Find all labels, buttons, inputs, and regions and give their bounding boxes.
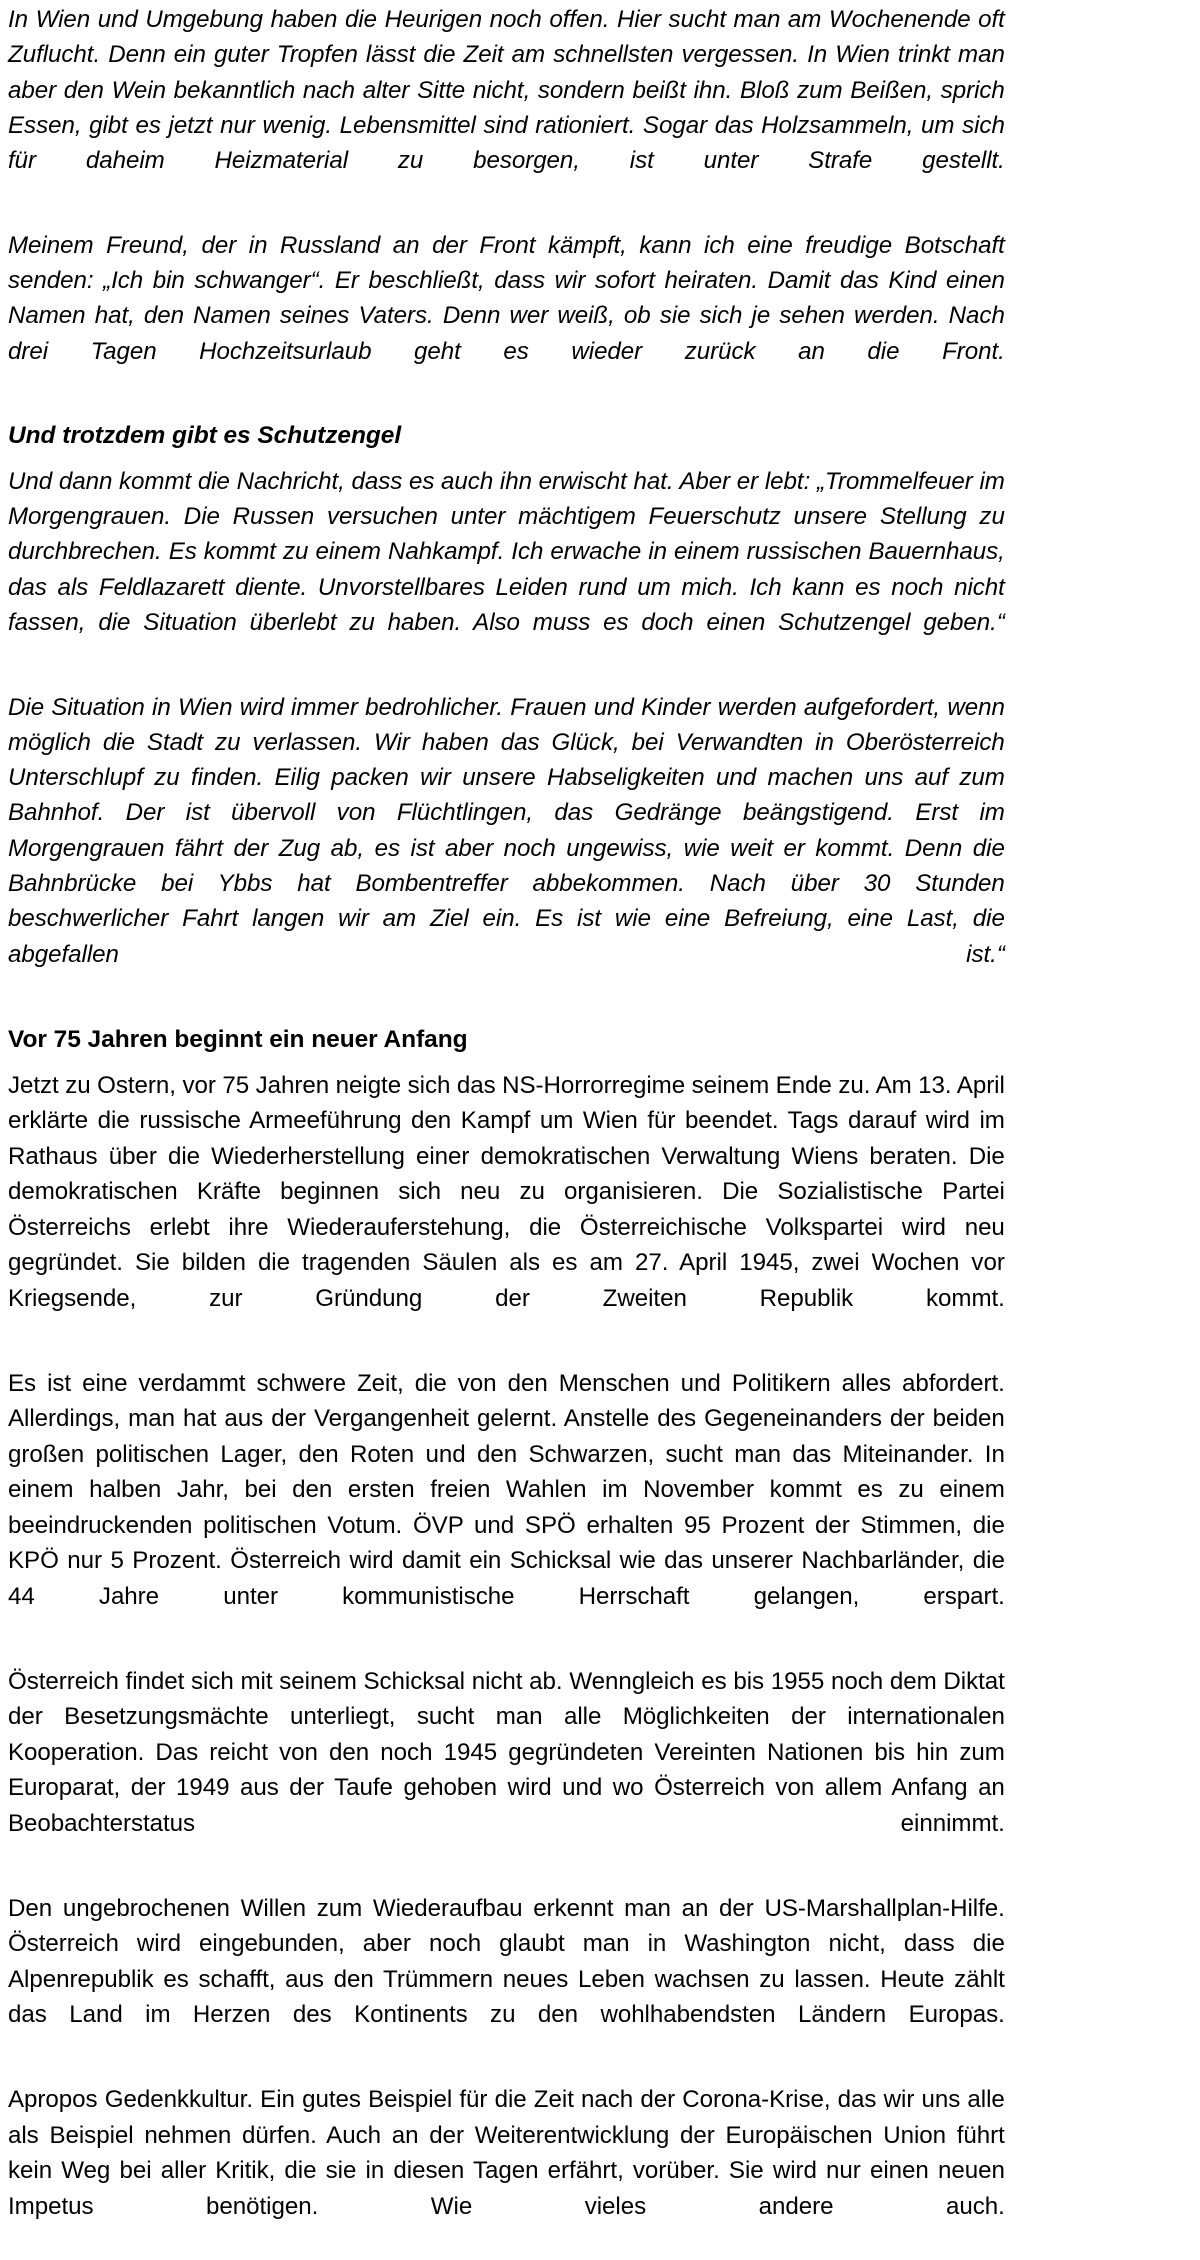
paragraph-situation-in-wien: Die Situation in Wien wird immer bedrohlicher. Frauen und Kinder werden aufgefordert, wenn möglich die Stadt zu verlassen. Wir haben das Glück, bei Verwandten in Oberösterreich Unterschlupf zu finden. Eilig packen wir unsere Habseligkeiten und machen uns auf zum Bahnhof. Der ist übervoll von Flüchtlingen, das Gedränge beängstigend. Erst im Morgengrauen fährt der Zug ab, es ist aber noch ungewiss, wie weit er kommt. Denn die Bahnbrücke bei Ybbs hat Bombentreffer abbekommen. Nach über 30 Stunden beschwerlicher Fahrt langen wir am Ziel ein. Es ist wie eine Befreiung, eine Last, die abgefallen ist.“ [8,693,1005,968]
paragraph-schwere-zeit-wahlen: Es ist eine verdammt schwere Zeit, die von den Menschen und Politikern alles abfordert. Allerdings, man hat aus der Vergangenheit gelernt. Anstelle des Gegeneinanders der beiden großen politischen Lager, den Roten und den Schwarzen, sucht man das Miteinander. In einem halben Jahr, bei den ersten freien Wahlen im November kommt es zu einem beeindruckenden politischen Votum. ÖVP und SPÖ erhalten 95 Prozent der Stimmen, die KPÖ nur 5 Prozent. Österreich wird damit ein Schicksal wie das unserer Nachbarländer, die 44 Jahre unter kommunistische Herrschaft gelangen, erspart. [8,1369,1005,1610]
paragraph-wiederaufbau-marshallplan: Den ungebrochenen Willen zum Wiederaufbau erkennt man an der US-Marshallplan-Hilfe. Österreich wird eingebunden, aber noch glaubt man in Washington nicht, dass die Alpenrepublik es schafft, aus den Trümmern neues Leben wachsen zu lassen. Heute zählt das Land im Herzen des Kontinents zu den wohlhabendsten Ländern Europas. [8,1894,1005,2029]
paragraph-freund-front-botschaft: Meinem Freund, der in Russland an der Front kämpft, kann ich eine freudige Botschaft senden: „Ich bin schwanger“. Er beschließt, dass wir sofort heiraten. Damit das Kind einen Namen hat, den Namen seines Vaters. Denn wer weiß, ob sie sich je sehen werden. Nach drei Tagen Hochzeitsurlaub geht es wieder zurück an die Front. [8,231,1005,365]
paragraph-ostern-ns-horrorregime-ende: Jetzt zu Ostern, vor 75 Jahren neigte sich das NS-Horrorregime seinem Ende zu. Am 13. April erklärte die russische Armeeführung den Kampf um Wien für beendet. Tags darauf wird im Rathaus über die Wiederherstellung einer demokratischen Verwaltung Wiens beraten. Die demokratischen Kräfte beginnen sich neu zu organisieren. Die Sozialistische Partei Österreichs erlebt ihre Wiederauferstehung, die Österreichische Volkspartei wird neu gegründet. Sie bilden die tragenden Säulen als es am 27. April 1945, zwei Wochen vor Kriegsende, zur Gründung der Zweiten Republik kommt. [8,1071,1005,1312]
heading-und-trotzdem-gibt-es-schutzengel: Und trotzdem gibt es Schutzengel [8,422,402,450]
document-body [8,2,1020,2260]
paragraph-heurigen-wien: In Wien und Umgebung haben die Heurigen noch offen. Hier sucht man am Wochenende oft Zuflucht. Denn ein guter Tropfen lässt die Zeit am schnellsten vergessen. In Wien trinkt man aber den Wein bekanntlich nach alter Sitte nicht, sondern beißt ihn. Bloß zum Beißen, sprich Essen, gibt es jetzt nur wenig. Lebensmittel sind rationiert. Sogar das Holzsammeln, um sich für daheim Heizmaterial zu besorgen, ist unter Strafe gestellt. [8,6,1005,175]
heading-vor-75-jahren-beginnt-ein-neuer-anfang: Vor 75 Jahren beginnt ein neuer Anfang [8,1026,468,1054]
paragraph-nachricht-trommelfeuer: Und dann kommt die Nachricht, dass es auch ihn erwischt hat. Aber er lebt: „Trommelfeuer im Morgengrauen. Die Russen versuchen unter mächtigem Feuerschutz unsere Stellung zu durchbrechen. Es kommt zu einem Nahkampf. Ich erwache in einem russischen Bauernhaus, das als Feldlazarett diente. Unvorstellbares Leiden rund um mich. Ich kann es noch nicht fassen, die Situation überlebt zu haben. Also muss es doch einen Schutzengel geben.“ [8,467,1005,636]
paragraph-gedenkkultur-corona-eu: Apropos Gedenkkultur. Ein gutes Beispiel für die Zeit nach der Corona-Krise, das wir uns alle als Beispiel nehmen dürfen. Auch an der Weiterentwicklung der Europäischen Union führt kein Weg bei aller Kritik, die sie in diesen Tagen erfährt, vorüber. Sie wird nur einen neuen Impetus benötigen. Wie vieles andere auch. [8,2086,1005,2220]
paragraph-oesterreich-schicksal-kooperation: Österreich findet sich mit seinem Schicksal nicht ab. Wenngleich es bis 1955 noch dem Diktat der Besetzungsmächte unterliegt, sucht man alle Möglichkeiten der internationalen Kooperation. Das reicht von den noch 1945 gegründeten Vereinten Nationen bis hin zum Europarat, der 1949 aus der Taufe gehoben wird und wo Österreich von allem Anfang an Beobachterstatus einnimmt. [8,1667,1005,1837]
